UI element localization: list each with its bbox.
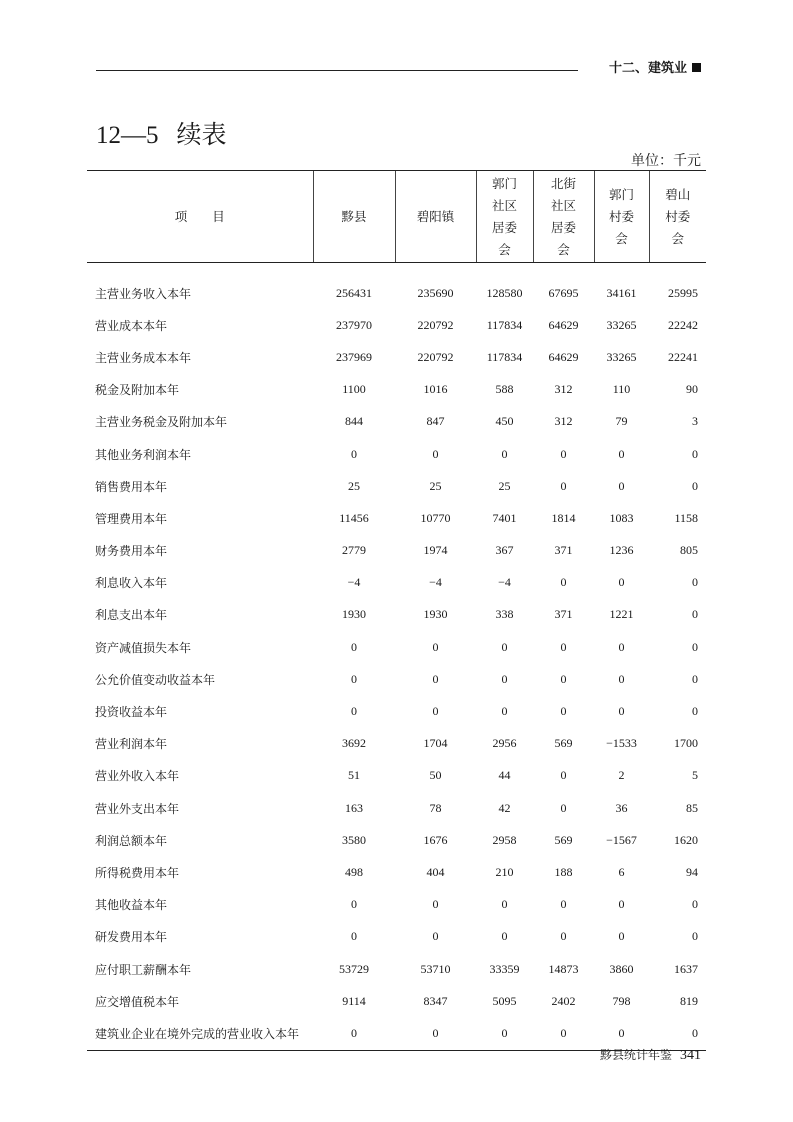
cell-value: 220792 xyxy=(417,317,454,332)
cell-value: 1100 xyxy=(342,382,366,397)
cell-value: 6 xyxy=(618,864,625,879)
cell-value: 0 xyxy=(692,639,698,654)
cell-value: 117834 xyxy=(486,349,523,364)
cell-value: 1637 xyxy=(674,961,698,976)
row-label: 销售费用本年 xyxy=(95,479,168,494)
cell-value: 0 xyxy=(395,1017,476,1050)
cell-value: 0 xyxy=(692,446,698,461)
cell-value: 0 xyxy=(313,1017,395,1050)
cell-value: 569 xyxy=(554,832,573,847)
table-row xyxy=(87,631,706,663)
cell-value: 819 xyxy=(680,993,698,1008)
cell-value: 33265 xyxy=(606,349,637,364)
cell-value: 8347 xyxy=(423,993,448,1008)
cell-value: 338 xyxy=(495,607,514,622)
header-rule xyxy=(96,70,578,71)
cell-value: 53710 xyxy=(420,961,451,976)
header-row xyxy=(87,171,706,263)
cell-value: 0 xyxy=(560,446,567,461)
table-row xyxy=(87,406,706,438)
cell-value: 2956 xyxy=(492,736,517,751)
table-row xyxy=(87,599,706,631)
row-label: 财务费用本年 xyxy=(95,544,168,559)
cell-value: 0 xyxy=(692,929,698,944)
cell-value: 188 xyxy=(554,864,573,879)
cell-value: 64629 xyxy=(548,349,579,364)
cell-value: 0 xyxy=(618,671,625,686)
cell-value: 1016 xyxy=(423,382,448,397)
cell-value: −4 xyxy=(498,575,511,590)
table-row xyxy=(87,760,706,792)
row-label: 主营业务成本本年 xyxy=(95,350,192,365)
cell-value: 312 xyxy=(554,414,573,429)
column-header: 郭门社区居委会 xyxy=(476,171,533,263)
cell-value: 0 xyxy=(432,671,439,686)
table-row xyxy=(87,792,706,824)
cell-value: 2958 xyxy=(492,832,517,847)
cell-value: 1930 xyxy=(342,607,366,622)
cell-value: 0 xyxy=(432,446,439,461)
row-label: 研发费用本年 xyxy=(95,930,168,945)
cell-value: 34161 xyxy=(606,285,637,300)
cell-value: 798 xyxy=(612,993,631,1008)
cell-value: 64629 xyxy=(548,317,579,332)
cell-value: 367 xyxy=(495,543,514,558)
spacer-row xyxy=(87,263,706,278)
cell-value: 235690 xyxy=(417,285,454,300)
row-label: 营业外支出本年 xyxy=(95,801,180,816)
cell-value: 844 xyxy=(345,414,363,429)
cell-value: 67695 xyxy=(548,285,579,300)
table-row xyxy=(87,374,706,406)
square-bullet-icon xyxy=(692,63,701,72)
row-label: 营业成本本年 xyxy=(95,318,168,333)
table-row xyxy=(87,502,706,534)
table-row xyxy=(87,438,706,470)
cell-value: 0 xyxy=(476,1017,533,1050)
cell-value: 0 xyxy=(351,704,357,719)
cell-value: 210 xyxy=(495,864,514,879)
unit-label: 单位：千元 xyxy=(631,153,701,169)
cell-value: 78 xyxy=(429,800,442,815)
cell-value: 0 xyxy=(692,478,698,493)
table-row xyxy=(87,824,706,856)
cell-value: 0 xyxy=(618,897,625,912)
cell-value: 0 xyxy=(351,639,357,654)
cell-value: 33359 xyxy=(489,961,520,976)
section-title-text: 十二、建筑业 xyxy=(608,61,687,76)
row-label: 管理费用本年 xyxy=(95,511,168,526)
column-header: 郭门村委会 xyxy=(594,171,649,263)
table-row xyxy=(87,309,706,341)
cell-value: 237970 xyxy=(336,317,372,332)
cell-value: −4 xyxy=(347,575,361,590)
table-row xyxy=(87,728,706,760)
cell-value: 36 xyxy=(615,800,628,815)
table-row xyxy=(87,663,706,695)
row-label: 利息支出本年 xyxy=(95,608,168,623)
page-footer xyxy=(600,1046,701,1064)
cell-value: 0 xyxy=(692,671,698,686)
cell-value: 1930 xyxy=(423,607,448,622)
cell-value: 450 xyxy=(495,414,514,429)
cell-value: 11456 xyxy=(339,510,369,525)
cell-value: 0 xyxy=(351,897,357,912)
section-title xyxy=(609,57,701,76)
cell-value: 128580 xyxy=(486,285,523,300)
cell-value: 3692 xyxy=(342,736,366,751)
table-row xyxy=(87,921,706,953)
row-label: 应付职工薪酬本年 xyxy=(95,962,192,977)
column-header: 碧阳镇 xyxy=(395,171,476,263)
cell-value: 220792 xyxy=(417,349,454,364)
column-header: 黟县 xyxy=(313,171,395,263)
cell-value: 0 xyxy=(560,671,567,686)
cell-value: 371 xyxy=(554,607,573,622)
cell-value: 0 xyxy=(618,478,625,493)
table-row xyxy=(87,567,706,599)
cell-value: 0 xyxy=(692,575,698,590)
cell-value: 0 xyxy=(649,1017,706,1050)
cell-value: 110 xyxy=(612,382,631,397)
cell-value: 588 xyxy=(495,382,514,397)
cell-value: 256431 xyxy=(336,285,372,300)
cell-value: 51 xyxy=(348,768,360,783)
cell-value: 0 xyxy=(501,446,508,461)
table-row xyxy=(87,889,706,921)
statistics-table xyxy=(87,170,706,1051)
cell-value: 0 xyxy=(501,639,508,654)
cell-value: 0 xyxy=(432,704,439,719)
row-label: 其他业务利润本年 xyxy=(95,447,192,462)
cell-value: 1236 xyxy=(609,543,634,558)
column-header: 碧山村委会 xyxy=(649,171,706,263)
row-label: 公允价值变动收益本年 xyxy=(95,672,216,687)
cell-value: 569 xyxy=(554,736,573,751)
cell-value: 2402 xyxy=(551,993,576,1008)
cell-value: 117834 xyxy=(486,317,523,332)
cell-value: 3 xyxy=(692,414,698,429)
row-label: 投资收益本年 xyxy=(95,705,168,720)
cell-value: 1083 xyxy=(609,510,634,525)
cell-value: 0 xyxy=(618,575,625,590)
cell-value: 498 xyxy=(345,864,363,879)
cell-value: 2 xyxy=(618,768,625,783)
cell-value: 0 xyxy=(501,671,508,686)
cell-value: 0 xyxy=(618,929,625,944)
row-label: 所得税费用本年 xyxy=(95,865,180,880)
cell-value: 0 xyxy=(533,1017,594,1050)
row-label: 建筑业企业在境外完成的营业收入本年 xyxy=(87,1017,313,1050)
column-header-item: 项 目 xyxy=(87,171,313,263)
cell-value: 0 xyxy=(501,897,508,912)
row-label: 税金及附加本年 xyxy=(95,383,180,398)
row-label: 主营业务收入本年 xyxy=(95,286,192,301)
cell-value: 9114 xyxy=(342,993,366,1008)
cell-value: 42 xyxy=(498,800,511,815)
cell-value: 0 xyxy=(501,704,508,719)
table-row xyxy=(87,856,706,888)
cell-value: 50 xyxy=(429,768,442,783)
cell-value: 0 xyxy=(432,929,439,944)
cell-value: 0 xyxy=(560,704,567,719)
cell-value: 5095 xyxy=(492,993,517,1008)
cell-value: 7401 xyxy=(492,510,517,525)
table-row xyxy=(87,535,706,567)
table-row xyxy=(87,695,706,727)
cell-value: 0 xyxy=(560,478,567,493)
row-label: 营业利润本年 xyxy=(95,737,168,752)
cell-value: 1700 xyxy=(674,736,698,751)
table-number: 12—5 xyxy=(96,122,159,149)
cell-value: 14873 xyxy=(548,961,579,976)
cell-value: 25 xyxy=(348,478,360,493)
cell-value: −1567 xyxy=(606,832,637,847)
column-header: 北街社区居委会 xyxy=(533,171,594,263)
cell-value: −1533 xyxy=(606,736,637,751)
cell-value: 0 xyxy=(501,929,508,944)
cell-value: 90 xyxy=(686,382,698,397)
cell-value: 22242 xyxy=(668,317,698,332)
row-label: 利润总额本年 xyxy=(95,833,168,848)
cell-value: 0 xyxy=(692,704,698,719)
cell-value: 53729 xyxy=(339,961,369,976)
cell-value: 85 xyxy=(686,800,698,815)
cell-value: 0 xyxy=(560,768,567,783)
cell-value: 10770 xyxy=(420,510,451,525)
cell-value: 0 xyxy=(594,1017,649,1050)
cell-value: 44 xyxy=(498,768,511,783)
cell-value: 163 xyxy=(345,800,363,815)
cell-value: 3860 xyxy=(609,961,634,976)
cell-value: 312 xyxy=(554,382,573,397)
page-number: 341 xyxy=(680,1048,701,1063)
cell-value: 0 xyxy=(618,639,625,654)
cell-value: 0 xyxy=(692,607,698,622)
table-title xyxy=(96,115,227,151)
cell-value: 237969 xyxy=(336,349,372,364)
table-row xyxy=(87,341,706,373)
cell-value: 0 xyxy=(560,897,567,912)
cell-value: 0 xyxy=(560,639,567,654)
cell-value: 1814 xyxy=(551,510,576,525)
cell-value: 1676 xyxy=(423,832,448,847)
cell-value: 0 xyxy=(432,639,439,654)
row-label: 营业外收入本年 xyxy=(95,769,180,784)
table-title-text: 续表 xyxy=(176,122,227,149)
cell-value: 22241 xyxy=(668,349,698,364)
cell-value: 0 xyxy=(618,446,625,461)
cell-value: 25 xyxy=(429,478,442,493)
cell-value: 404 xyxy=(426,864,445,879)
cell-value: 0 xyxy=(560,575,567,590)
cell-value: 0 xyxy=(618,704,625,719)
cell-value: 33265 xyxy=(606,317,637,332)
cell-value: 0 xyxy=(692,897,698,912)
cell-value: 0 xyxy=(351,446,357,461)
table-row xyxy=(87,953,706,985)
cell-value: 1221 xyxy=(609,607,634,622)
cell-value: 1158 xyxy=(674,510,698,525)
cell-value: −4 xyxy=(429,575,442,590)
cell-value: 805 xyxy=(680,543,698,558)
table-row xyxy=(87,277,706,309)
cell-value: 0 xyxy=(351,671,357,686)
cell-value: 0 xyxy=(432,897,439,912)
cell-value: 1620 xyxy=(674,832,698,847)
row-label: 资产减值损失本年 xyxy=(95,640,192,655)
cell-value: 0 xyxy=(351,929,357,944)
cell-value: 1704 xyxy=(423,736,448,751)
cell-value: 3580 xyxy=(342,832,366,847)
row-label: 主营业务税金及附加本年 xyxy=(95,415,228,430)
cell-value: 847 xyxy=(426,414,445,429)
cell-value: 94 xyxy=(686,864,698,879)
cell-value: 25 xyxy=(498,478,511,493)
cell-value: 0 xyxy=(560,929,567,944)
cell-value: 371 xyxy=(554,543,573,558)
cell-value: 0 xyxy=(560,800,567,815)
cell-value: 79 xyxy=(615,414,628,429)
row-label: 应交增值税本年 xyxy=(95,994,180,1009)
row-label: 其他收益本年 xyxy=(95,898,168,913)
cell-value: 2779 xyxy=(342,543,366,558)
cell-value: 5 xyxy=(692,768,698,783)
cell-value: 25995 xyxy=(668,285,698,300)
row-label: 利息收入本年 xyxy=(95,576,168,591)
footer-book-title: 黟县统计年鉴 xyxy=(599,1048,672,1062)
table-row xyxy=(87,985,706,1017)
table-row xyxy=(87,470,706,502)
cell-value: 1974 xyxy=(423,543,448,558)
